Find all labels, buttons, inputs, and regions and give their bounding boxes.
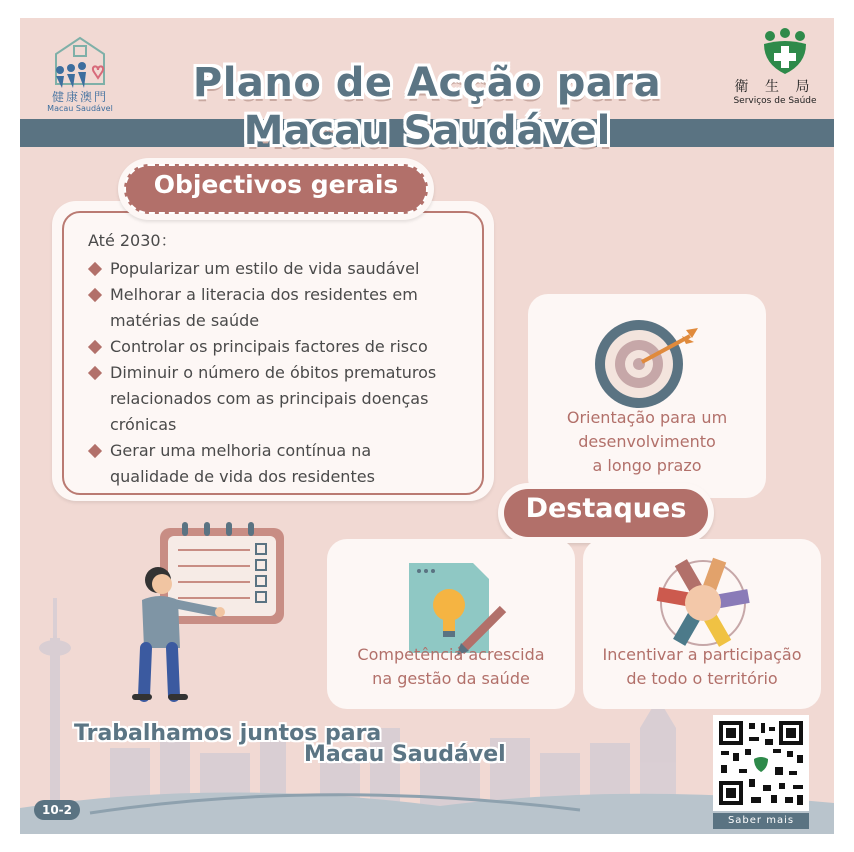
diamond-bullet-icon [88, 366, 102, 380]
list-item-text: qualidade de vida dos residentes [110, 467, 375, 486]
person-with-checklist-illustration [120, 518, 290, 708]
page-title-line-1: Plano de Acção para [192, 60, 662, 106]
diamond-bullet-icon [88, 262, 102, 276]
saber-mais-label: Saber mais [713, 813, 809, 829]
brand-left-portuguese: Macau Saudável [47, 104, 113, 113]
competence-card [327, 539, 575, 709]
target-icon [594, 314, 704, 414]
list-item [88, 256, 488, 282]
long-term-line-1: Orientação para um [566, 408, 728, 427]
highlights-header: Destaques [525, 493, 687, 524]
participation-line-2: de todo o território [626, 669, 778, 688]
participation-card [583, 539, 821, 709]
long-term-text [528, 406, 766, 478]
list-item [88, 334, 488, 360]
objectives-list [88, 228, 488, 490]
participation-line-1: Incentivar a participação [602, 645, 802, 664]
page-title-line-2: Macau Saudável [243, 108, 611, 154]
list-item [88, 360, 488, 438]
diamond-bullet-icon [88, 340, 102, 354]
list-item-text: relacionados com as principais doenças [110, 389, 429, 408]
page-number-badge: 10-2 [34, 800, 80, 820]
objectives-header: Objectivos gerais [153, 170, 399, 199]
list-item [88, 438, 488, 490]
brand-right-chinese: 衛 生 局 [734, 79, 816, 95]
slogan-line-2: Macau Saudável [304, 742, 506, 767]
long-term-line-3: a longo prazo [592, 456, 702, 475]
diamond-bullet-icon [88, 444, 102, 458]
brand-left-chinese: 健康澳門 [51, 90, 108, 104]
list-item-text: Controlar os principais factores de risco [110, 337, 428, 356]
list-item-text: crónicas [110, 415, 177, 434]
qr-code-icon[interactable] [713, 715, 809, 811]
slogan-line-1: Trabalhamos juntos para [74, 721, 382, 746]
list-item-text: matérias de saúde [110, 311, 260, 330]
list-item-text: Diminuir o número de óbitos prematuros [110, 363, 437, 382]
list-item [88, 282, 488, 334]
brand-right-portuguese: Serviços de Saúde [733, 96, 817, 106]
competence-line-2: na gestão da saúde [372, 669, 530, 688]
diamond-bullet-icon [88, 288, 102, 302]
list-item-text: Popularizar um estilo de vida saudável [110, 259, 420, 278]
list-item-text: Gerar uma melhoria contínua na [110, 441, 372, 460]
competence-text [327, 643, 575, 691]
hands-together-icon [653, 553, 753, 653]
objectives-intro: Até 2030： [88, 231, 177, 250]
long-term-line-2: desenvolvimento [578, 432, 716, 451]
competence-line-1: Competência acrescida [357, 645, 545, 664]
idea-document-icon [403, 557, 513, 657]
list-item-text: Melhorar a literacia dos residentes em [110, 285, 418, 304]
participation-text [583, 643, 821, 691]
long-term-card [528, 294, 766, 498]
poster [20, 18, 834, 834]
